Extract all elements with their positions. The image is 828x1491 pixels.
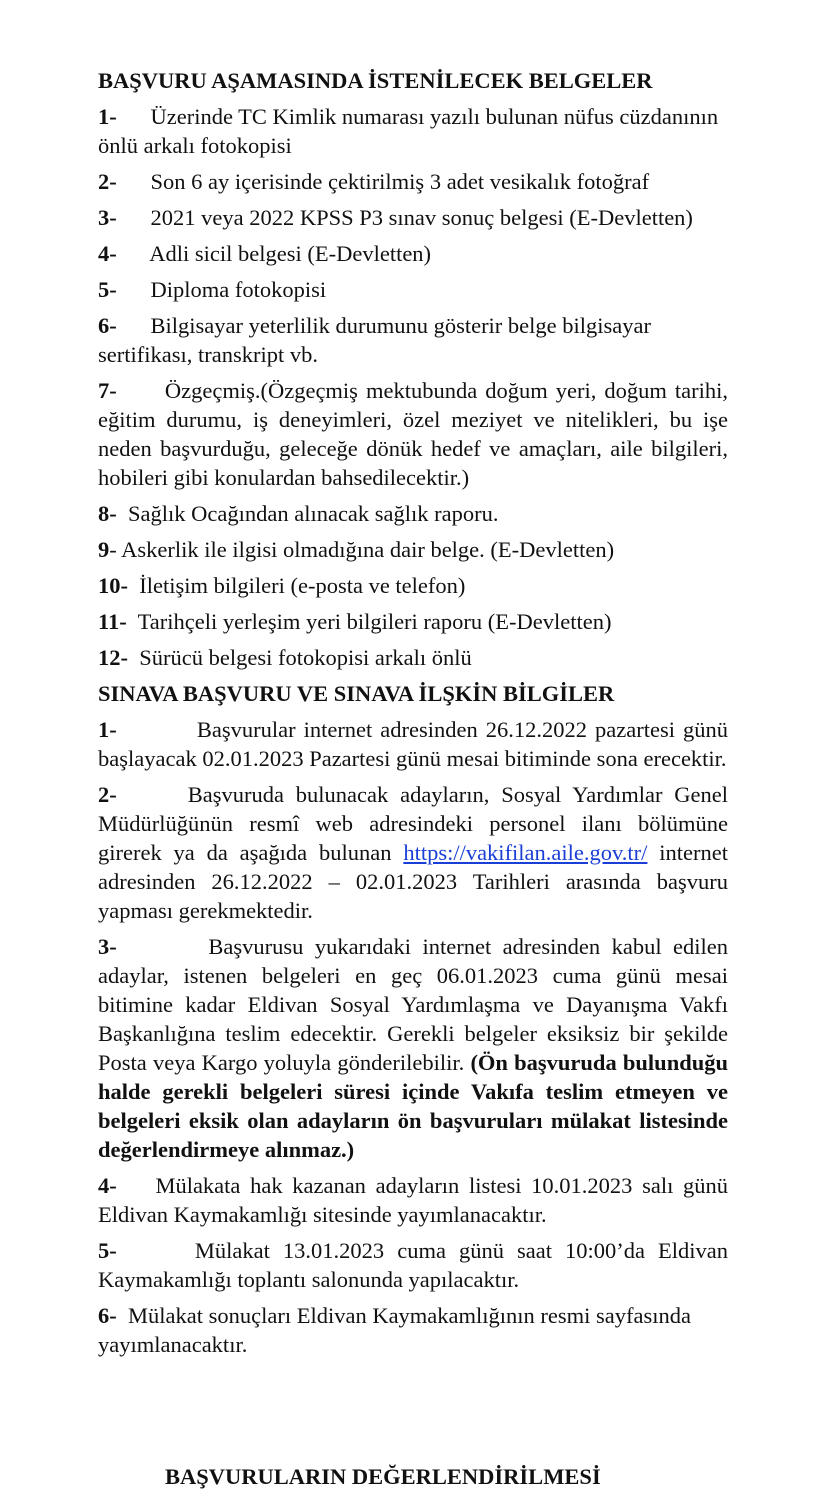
item-number: 2- [98,782,117,807]
s1-item-11 [98,607,728,636]
item-text: 2021 veya 2022 KPSS P3 sınav sonuç belgesi (E-Devletten) [150,205,693,230]
item-number: 1- [98,104,117,129]
item-number: 6- [98,313,117,338]
item-number: 1- [98,717,117,742]
item-text: Tarihçeli yerleşim yeri bilgileri raporu (E-Devletten) [137,609,612,634]
s1-item-8 [98,499,728,528]
item-text: Son 6 ay içerisinde çektirilmiş 3 adet vesikalık fotoğraf [150,169,650,194]
item-text-after: internet adresinden 26.12.2022 – 02.01.2023 Tarihleri arasında başvuru yapması gerekmektedir. [98,840,728,923]
item-text: Bilgisayar yeterlilik durumunu gösterir belge bilgisayar sertifikası, transkript vb. [98,313,652,367]
item-text: - Askerlik ile ilgisi olmadığına dair belge. (E-Devletten) [109,537,615,562]
s1-item-2 [98,167,728,196]
item-number: 2- [98,169,117,194]
item-text: Mülakat 13.01.2023 cuma günü saat 10:00’da Eldivan Kaymakamlığı toplantı salonunda yapılacaktır. [98,1238,728,1292]
s1-item-10 [98,571,728,600]
s1-item-3 [98,203,728,232]
item-bold-note: (Ön başvuruda bulunduğu halde gerekli belgeleri süresi içinde Vakıfa teslim etmeyen ve belgeleri eksik olan adayların ön başvuruları mülakat listesinde değerlendirmeye alınmaz.) [98,1050,729,1162]
s2-item-2 [98,780,728,925]
s1-item-9 [98,535,728,564]
item-number: 3- [98,934,117,959]
item-text: Sürücü belgesi fotokopisi arkalı önlü [139,645,472,670]
section2-title: SINAVA BAŞVURU VE SINAVA İLŞKİN BİLGİLER [98,681,615,706]
s1-item-4 [98,239,728,268]
item-text: Başvuruda bulunacak adayların, Sosyal Yardımlar Genel Müdürlüğünün resmî web adresindeki personel ilanı bölümüne girerek ya da aşağıda bulunan [98,782,729,865]
vakifilan-link[interactable]: https://vakifilan.aile.gov.tr/ [403,840,648,865]
s1-item-6 [98,311,728,369]
s2-item-5 [98,1236,728,1294]
item-number: 5- [98,277,117,302]
item-number: 4- [98,1173,117,1198]
item-text: Üzerinde TC Kimlik numarası yazılı bulunan nüfus cüzdanının önlü arkalı fotokopisi [98,104,719,158]
item-number: 3- [98,205,117,230]
item-number: 7- [98,378,117,403]
item-text: Adli sicil belgesi (E-Devletten) [149,241,432,266]
s2-item-4 [98,1171,728,1229]
item-number: 5- [98,1238,117,1263]
item-number: 12- [98,645,128,670]
s1-item-1 [98,102,728,160]
item-number: 6- [98,1303,117,1328]
item-text: Başvurular internet adresinden 26.12.2022 pazartesi günü başlayacak 02.01.2023 Pazartesi günü mesai bitiminde sona erecektir. [98,717,728,771]
item-number: 9 [98,537,110,562]
item-text: Mülakat sonuçları Eldivan Kaymakamlığının resmi sayfasında yayımlanacaktır. [98,1303,691,1357]
s1-item-12 [98,643,728,672]
item-text: Sağlık Ocağından alınacak sağlık raporu. [128,501,499,526]
cutoff-heading: BAŞVURULARIN DEĞERLENDİRİLMESİ [165,1464,601,1489]
item-number: 10- [98,573,128,598]
item-number: 8- [98,501,117,526]
s2-item-3 [98,932,728,1164]
item-text: Özgeçmiş.(Özgeçmiş mektubunda doğum yeri, doğum tarihi, eğitim durumu, iş deneyimleri, özel meziyet ve nitelikleri, bu işe neden başvurduğu, geleceğe dönük hedef ve amaçları, aile bilgileri, hobileri gibi konulardan bahsedilecektir.) [98,378,728,490]
item-text: Başvurusu yukarıdaki internet adresinden kabul edilen adaylar, istenen belgeleri en geç 06.01.2023 cuma günü mesai bitimine kadar Eldivan Sosyal Yardımlaşma ve Dayanışma Vakfı Başkanlığına teslim edecektir. Gerekli belgeler eksiksiz bir şekilde Posta veya Kargo yoluyla gönderilebilir. [98,934,728,1075]
item-number: 11- [98,609,127,634]
section1-title: BAŞVURU AŞAMASINDA İSTENİLECEK BELGELER [98,68,653,93]
s1-item-7 [98,376,728,492]
s2-item-6 [98,1301,728,1359]
s1-item-5 [98,275,728,304]
item-text: İletişim bilgileri (e-posta ve telefon) [139,573,466,598]
item-text: Mülakata hak kazanan adayların listesi 10.01.2023 salı günü Eldivan Kaymakamlığı sitesinde yayımlanacaktır. [98,1173,728,1227]
item-text: Diploma fotokopisi [150,277,327,302]
s2-item-1 [98,715,728,773]
item-number: 4- [98,241,117,266]
document-body [98,66,728,1359]
